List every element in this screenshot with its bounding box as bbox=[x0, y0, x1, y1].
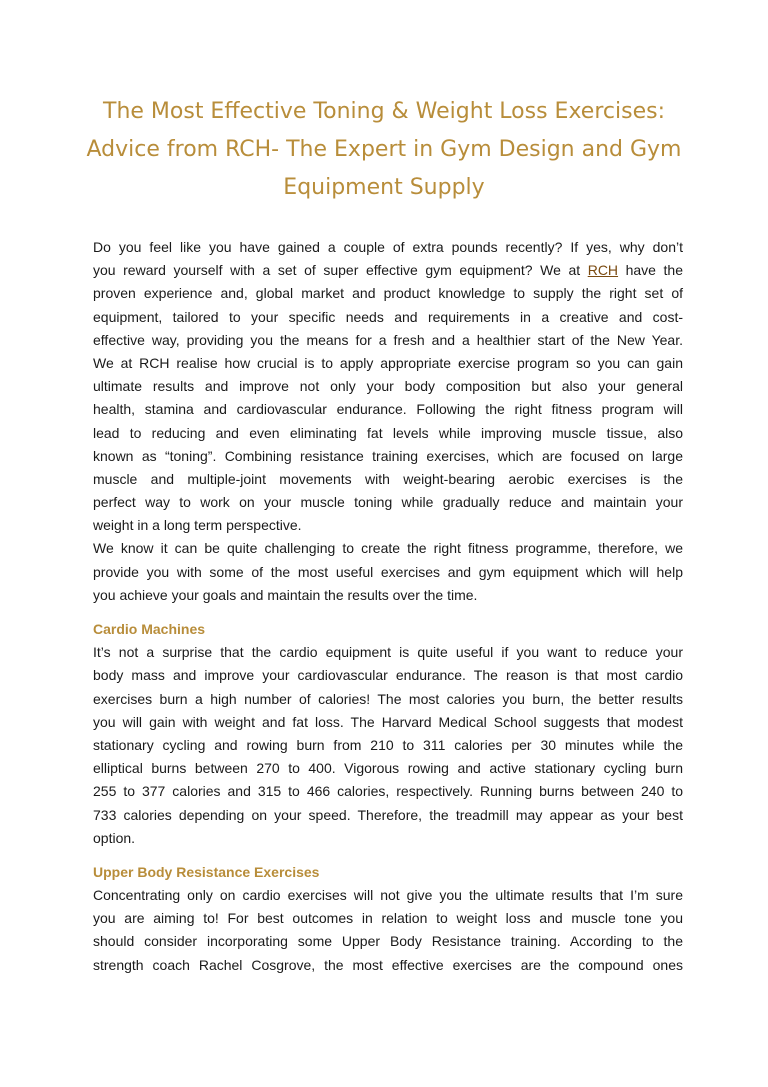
text-line: Concentrating only on cardio exercises will not give you the ultimate results that I’m sure bbox=[93, 887, 683, 904]
text-line: 255 to 377 calories and 315 to 466 calories, respectively. Running burns between 240 to bbox=[93, 783, 683, 800]
text-line: perfect way to work on your muscle toning while gradually reduce and maintain your bbox=[93, 494, 683, 511]
text-line: It’s not a surprise that the cardio equipment is quite useful if you want to reduce your bbox=[93, 644, 683, 661]
text-line: equipment, tailored to your specific needs and requirements in a creative and cost- bbox=[93, 308, 683, 325]
text-line: effective way, providing you the means for a fresh and a healthier start of the New Year. bbox=[93, 331, 683, 348]
text-line: exercises burn a high number of calories! The most calories you burn, the better results bbox=[93, 690, 683, 707]
text-line: should consider incorporating some Upper Body Resistance training. According to the bbox=[93, 933, 683, 950]
section-heading-cardio: Cardio Machines bbox=[93, 621, 206, 637]
text-line: We know it can be quite challenging to create the right fitness programme, therefore, we bbox=[93, 540, 683, 557]
text-line: you will gain with weight and fat loss. The Harvard Medical School suggests that modest bbox=[93, 713, 683, 730]
paragraph-gap bbox=[93, 850, 683, 861]
text-line: Do you feel like you have gained a couple of extra pounds recently? If yes, why don’t bbox=[93, 239, 683, 255]
text-line: known as “toning”. Combining resistance training exercises, which are focused on large bbox=[93, 447, 683, 464]
title-line: The Most Effective Toning & Weight Loss Exercises: bbox=[103, 99, 665, 124]
text-line: elliptical burns between 270 to 400. Vigorous rowing and active stationary cycling burn bbox=[93, 760, 683, 777]
text-line: lead to reducing and even eliminating fat levels while improving muscle tissue, also bbox=[93, 424, 683, 441]
document-title bbox=[60, 93, 708, 207]
title-line: Advice from RCH- The Expert in Gym Design and Gym bbox=[86, 137, 682, 162]
section-heading-upper-body: Upper Body Resistance Exercises bbox=[93, 863, 320, 880]
text-line: stationary cycling and rowing burn from 210 to 311 calories per 30 minutes while the bbox=[93, 736, 683, 753]
text-line: We at RCH realise how crucial is to apply appropriate exercise program so you can gain bbox=[93, 354, 683, 371]
text-fragment: have the bbox=[618, 262, 683, 279]
text-line: option. bbox=[93, 829, 136, 846]
document-body bbox=[93, 236, 683, 977]
text-line bbox=[93, 259, 683, 282]
text-line: you achieve your goals and maintain the results over the time. bbox=[93, 586, 478, 603]
text-line: health, stamina and cardiovascular endurance. Following the right fitness program will bbox=[93, 401, 683, 418]
text-line: ultimate results and improve not only your body composition but also your general bbox=[93, 378, 683, 395]
text-line: muscle and multiple-joint movements with weight-bearing aerobic exercises is the bbox=[93, 470, 683, 487]
title-line: Equipment Supply bbox=[283, 175, 485, 200]
text-line: strength coach Rachel Cosgrove, the most effective exercises are the compound ones bbox=[93, 956, 683, 973]
rch-link[interactable]: RCH bbox=[587, 262, 619, 279]
text-line: provide you with some of the most useful exercises and gym equipment which will help bbox=[93, 563, 683, 580]
text-line: you are aiming to! For best outcomes in relation to weight loss and muscle tone you bbox=[93, 910, 683, 927]
text-line: body mass and improve your cardiovascular endurance. The reason is that most cardio bbox=[93, 667, 683, 684]
paragraph-gap bbox=[93, 607, 683, 618]
text-line: proven experience and, global market and product knowledge to supply the right set of bbox=[93, 285, 683, 302]
text-line: weight in a long term perspective. bbox=[93, 517, 302, 534]
text-line: 733 calories depending on your speed. Therefore, the treadmill may appear as your best bbox=[93, 806, 683, 823]
text-fragment: you reward yourself with a set of super effective gym equipment? We at bbox=[93, 262, 588, 279]
